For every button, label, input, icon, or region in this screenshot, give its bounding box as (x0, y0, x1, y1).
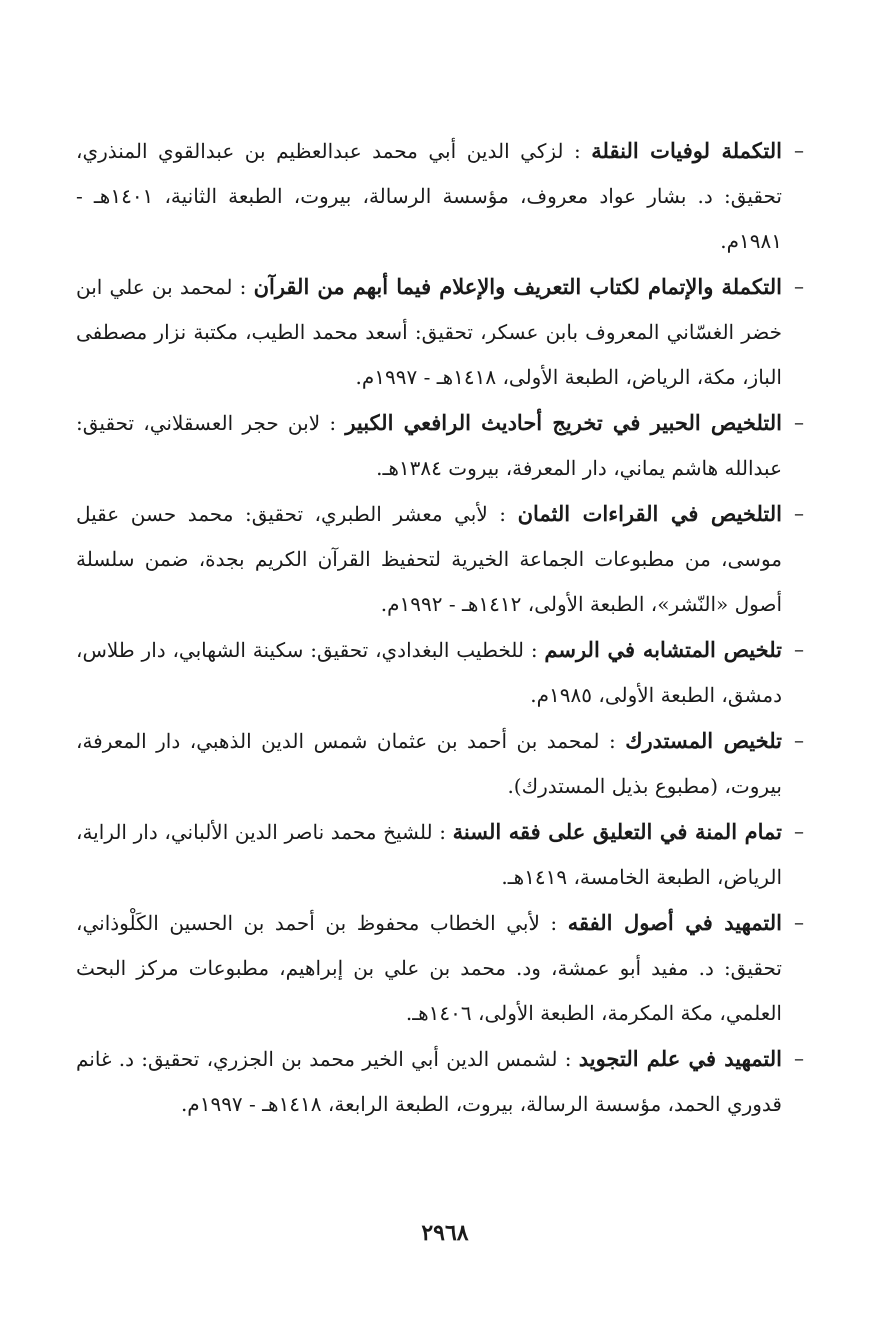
entry-title: التمهيد في علم التجويد (578, 1046, 782, 1071)
entry-dash: – (794, 819, 804, 843)
bibliography-entry (76, 627, 804, 718)
entry-title: التمهيد في أصول الفقه (567, 910, 782, 935)
entry-title: التكملة لوفيات النقلة (591, 138, 782, 163)
bibliography-entry (76, 900, 804, 1036)
entry-text: : لشمس الدين أبي الخير محمد بن الجزري، تحقيق: د. غانم قدوري الحمد، مؤسسة الرسالة، بيروت، الطبعة الرابعة، ١٤١٨هـ - ١٩٩٧م. (76, 1047, 782, 1116)
entry-text: : للشيخ محمد ناصر الدين الألباني، دار الراية، الرياض، الطبعة الخامسة، ١٤١٩هـ. (76, 820, 782, 889)
bibliography-entry (76, 491, 804, 627)
entry-dash: – (794, 728, 804, 752)
entry-text: : لزكي الدين أبي محمد عبدالعظيم بن عبدالقوي المنذري، تحقيق: د. بشار عواد معروف، مؤسسة الرسالة، بيروت، الطبعة الثانية، ١٤٠١هـ - ١٩٨١م. (76, 139, 782, 253)
entry-title: التلخيص في القراءات الثمان (517, 501, 783, 526)
entry-dash: – (794, 1046, 804, 1070)
bibliography-list (76, 128, 804, 1127)
entry-title: تلخيص المتشابه في الرسم (544, 637, 783, 662)
bibliography-entry (76, 1036, 804, 1127)
entry-text: : لمحمد بن أحمد بن عثمان شمس الدين الذهبي، دار المعرفة، بيروت، (مطبوع بذيل المستدرك). (76, 729, 782, 798)
entry-text: : لابن حجر العسقلاني، تحقيق: عبدالله هاشم يماني، دار المعرفة، بيروت ١٣٨٤هـ. (76, 411, 782, 480)
page-number: ٢٩٦٨ (421, 1220, 469, 1246)
entry-title: التكملة والإتمام لكتاب التعريف والإعلام فيما أبهم من القرآن (253, 274, 782, 299)
entry-dash: – (794, 910, 804, 934)
entry-text: : لمحمد بن علي ابن خضر الغسّاني المعروف بابن عسكر، تحقيق: أسعد محمد الطيب، مكتبة نزار مصطفى الباز، مكة، الرياض، الطبعة الأولى، ١٤١٨هـ - ١٩٩٧م. (76, 275, 783, 389)
bibliography-entry (76, 128, 804, 264)
entry-dash: – (794, 274, 804, 298)
entry-text: : للخطيب البغدادي، تحقيق: سكينة الشهابي، دار طلاس، دمشق، الطبعة الأولى، ١٩٨٥م. (76, 638, 782, 707)
entry-dash: – (794, 410, 804, 434)
entry-dash: – (794, 501, 804, 525)
entry-title: تمام المنة في التعليق على فقه السنة (452, 819, 782, 844)
entry-title: تلخيص المستدرك (625, 728, 782, 753)
entry-dash: – (794, 637, 804, 661)
bibliography-entry (76, 718, 804, 809)
bibliography-entry (76, 809, 804, 900)
entry-title: التلخيص الحبير في تخريج أحاديث الرافعي الكبير (345, 410, 782, 435)
entry-text: : لأبي معشر الطبري، تحقيق: محمد حسن عقيل موسى، من مطبوعات الجماعة الخيرية لتحفيظ القرآن الكريم بجدة، ضمن سلسلة أصول «النّشر»، الطبعة الأولى، ١٤١٢هـ - ١٩٩٢م. (76, 502, 782, 616)
bibliography-entry (76, 264, 804, 400)
entry-dash: – (794, 138, 804, 162)
entry-text: : لأبي الخطاب محفوظ بن أحمد بن الحسين الكَلْوذاني، تحقيق: د. مفيد أبو عمشة، ود. محمد بن علي بن إبراهيم، مطبوعات مركز البحث العلمي، مكة المكرمة، الطبعة الأولى، ١٤٠٦هـ. (76, 911, 782, 1025)
bibliography-entry (76, 400, 804, 491)
